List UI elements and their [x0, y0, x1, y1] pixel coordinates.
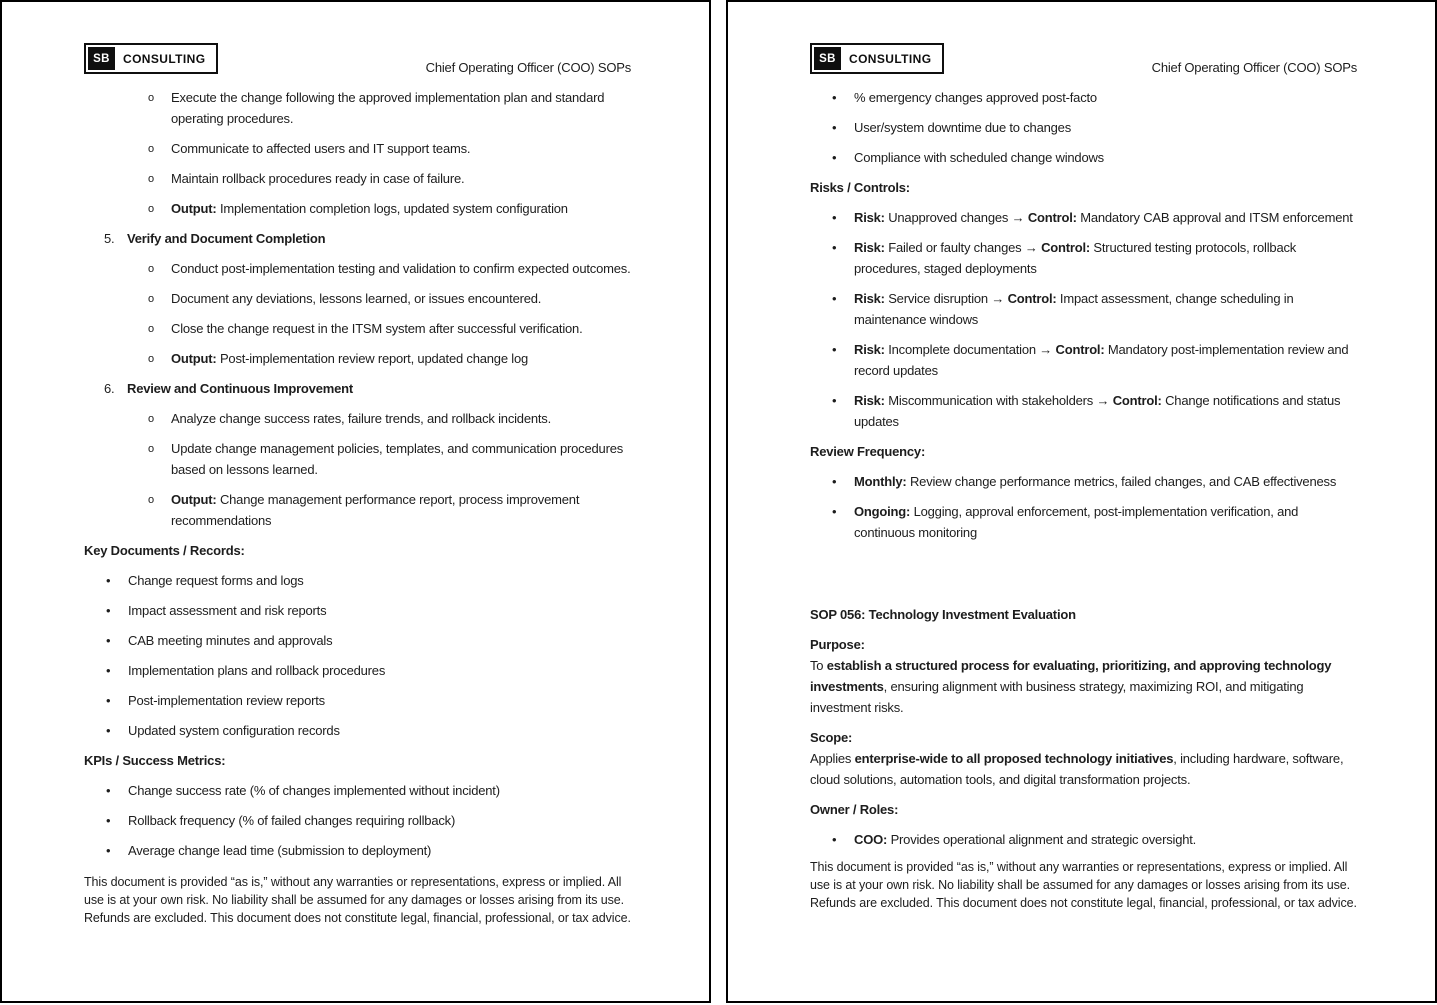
text: Post-implementation review report, updated change log [216, 351, 529, 366]
list-item-text [128, 693, 325, 708]
page-header [810, 43, 1357, 74]
list-item-text [128, 723, 340, 738]
list-item [84, 570, 631, 591]
disc-bullet-marker: • [106, 783, 111, 798]
text: This document is provided “as is,” without any warranties or representations, express or implied. All use is at your own risk. No liability shall be assumed for any damages or losses arising from its use. Refunds are excluded. This document does not constitute legal, financial, professional, or tax advice. [84, 875, 631, 925]
text: Incomplete documentation → [884, 342, 1056, 357]
bold-text: SOP 056: Technology Investment Evaluation [810, 607, 1076, 622]
logo-consulting-text: CONSULTING [849, 51, 932, 66]
disc-bullet-marker: • [106, 843, 111, 858]
bold-text: establish a structured process for evaluating, prioritizing, and approving technology investments [810, 658, 1332, 694]
list-item [84, 600, 631, 621]
disc-bullet-marker: • [832, 832, 837, 847]
labeled-paragraph [810, 727, 1357, 790]
list-item [84, 780, 631, 801]
disc-bullet-marker: • [832, 90, 837, 105]
list-item-text [854, 393, 1340, 429]
circle-bullet-marker: o [148, 92, 154, 104]
bold-text: Control: [1112, 393, 1162, 408]
circle-bullet-marker: o [148, 323, 154, 335]
bold-text: Output: [171, 492, 217, 507]
list-item [810, 829, 1357, 850]
text: Communicate to affected users and IT support teams. [171, 141, 471, 156]
bullet-list [810, 829, 1357, 850]
list-item-text [128, 783, 500, 798]
list-item-text [171, 261, 630, 276]
text: Applies [810, 751, 855, 766]
bold-text: Key Documents / Records: [84, 543, 245, 558]
disc-bullet-marker: • [832, 240, 837, 255]
disc-bullet-marker: • [832, 120, 837, 135]
bullet-list [84, 780, 631, 861]
page-left [0, 0, 711, 1003]
text: Service disruption → [884, 291, 1008, 306]
list-item-text [171, 90, 604, 126]
list-item-text [128, 843, 431, 858]
disc-bullet-marker: • [832, 291, 837, 306]
list-item-text [854, 504, 1298, 540]
list-item [810, 207, 1357, 228]
section-heading [810, 799, 1357, 820]
bold-text: Control: [1041, 240, 1091, 255]
circle-bullet-marker: o [148, 143, 154, 155]
page-right [726, 0, 1437, 1003]
bold-text: Monthly: [854, 474, 907, 489]
text: Compliance with scheduled change windows [854, 150, 1104, 165]
text: Maintain rollback procedures ready in case of failure. [171, 171, 465, 186]
page-header [84, 43, 631, 74]
text: Impact assessment and risk reports [128, 603, 327, 618]
text: Change management performance report, process improvement recommendations [171, 492, 580, 528]
bold-text: Risk: [854, 393, 885, 408]
paragraph-body [810, 655, 1357, 718]
list-item [84, 690, 631, 711]
text: Document any deviations, lessons learned, or issues encountered. [171, 291, 542, 306]
list-item [810, 339, 1357, 381]
page-right-content [810, 87, 1357, 912]
list-item-text [854, 474, 1336, 489]
bold-text: Review Frequency: [810, 444, 926, 459]
paragraph-body [810, 748, 1357, 790]
text: Impact assessment, change scheduling in maintenance windows [854, 291, 1294, 327]
text: User/system downtime due to changes [854, 120, 1071, 135]
text: Provides operational alignment and strategic oversight. [887, 832, 1197, 847]
list-number: 6. [104, 381, 115, 396]
disclaimer-text [84, 874, 631, 927]
list-item-text [854, 342, 1348, 378]
disc-bullet-marker: • [832, 210, 837, 225]
disclaimer-text [810, 859, 1357, 912]
disc-bullet-marker: • [832, 393, 837, 408]
list-item [84, 258, 631, 279]
list-item-text [128, 813, 455, 828]
bold-text: KPIs / Success Metrics: [84, 753, 226, 768]
text: Updated system configuration records [128, 723, 340, 738]
bold-text: COO: [854, 832, 888, 847]
bold-text: Risk: [854, 342, 885, 357]
vertical-spacer [810, 552, 1357, 604]
bold-text: Owner / Roles: [810, 802, 899, 817]
bold-text: Control: [1007, 291, 1057, 306]
company-logo [810, 43, 944, 74]
bold-text: Ongoing: [854, 504, 911, 519]
circle-bullet-marker: o [148, 353, 154, 365]
document-title: Chief Operating Officer (COO) SOPs [425, 60, 631, 75]
text: Change notifications and status updates [854, 393, 1341, 429]
numbered-item [84, 378, 631, 399]
bullet-list [84, 408, 631, 531]
text: Miscommunication with stakeholders → [884, 393, 1113, 408]
numbered-item-title [127, 231, 325, 246]
text: This document is provided “as is,” without any warranties or representations, express or implied. All use is at your own risk. No liability shall be assumed for any damages or losses arising from its use. Refunds are excluded. This document does not constitute legal, financial, professional, or tax advice. [810, 860, 1357, 910]
text: Average change lead time (submission to deployment) [128, 843, 432, 858]
section-heading [810, 441, 1357, 462]
disc-bullet-marker: • [106, 663, 111, 678]
bold-text: Output: [171, 351, 217, 366]
list-item-text [171, 492, 579, 528]
numbered-item [84, 228, 631, 249]
text: Rollback frequency (% of failed changes requiring rollback) [128, 813, 456, 828]
section-heading [810, 177, 1357, 198]
list-item [810, 87, 1357, 108]
list-item-text [171, 141, 470, 156]
list-item-text [854, 240, 1296, 276]
bold-text: enterprise-wide to all proposed technology initiatives [854, 751, 1174, 766]
text: Failed or faulty changes → [884, 240, 1042, 255]
text: Update change management policies, templates, and communication procedures based on lessons learned. [171, 441, 624, 477]
list-item [84, 318, 631, 339]
list-item [810, 117, 1357, 138]
text: Close the change request in the ITSM system after successful verification. [171, 321, 583, 336]
list-item [84, 168, 631, 189]
text: Change success rate (% of changes implemented without incident) [128, 783, 500, 798]
disc-bullet-marker: • [106, 693, 111, 708]
labeled-paragraph [810, 634, 1357, 718]
list-item [84, 660, 631, 681]
list-item [810, 390, 1357, 432]
bold-text: Risks / Controls: [810, 180, 910, 195]
circle-bullet-marker: o [148, 443, 154, 455]
section-heading [84, 540, 631, 561]
logo-sb-mark: SB [88, 47, 115, 70]
paragraph-label: Purpose: [810, 637, 865, 652]
text: CAB meeting minutes and approvals [128, 633, 333, 648]
circle-bullet-marker: o [148, 173, 154, 185]
text: Execute the change following the approved implementation plan and standard operating procedures. [171, 90, 605, 126]
bold-text: Risk: [854, 210, 885, 225]
text: Logging, approval enforcement, post-implementation verification, and continuous monitoring [854, 504, 1299, 540]
list-item-text [854, 90, 1097, 105]
list-item [810, 147, 1357, 168]
disc-bullet-marker: • [832, 504, 837, 519]
list-item-text [854, 832, 1196, 847]
text: Review change performance metrics, failed changes, and CAB effectiveness [906, 474, 1337, 489]
disc-bullet-marker: • [832, 342, 837, 357]
list-item-text [128, 633, 332, 648]
list-item-text [171, 201, 568, 216]
text: , including hardware, software, cloud solutions, automation tools, and digital transformation projects. [810, 751, 1344, 787]
text: Unapproved changes → [884, 210, 1028, 225]
list-item [84, 840, 631, 861]
bold-text: Risk: [854, 291, 885, 306]
list-item-text [854, 150, 1104, 165]
text: Analyze change success rates, failure trends, and rollback incidents. [171, 411, 552, 426]
circle-bullet-marker: o [148, 494, 154, 506]
list-item-text [171, 321, 583, 336]
list-item [84, 408, 631, 429]
list-item-text [128, 573, 304, 588]
disc-bullet-marker: • [106, 573, 111, 588]
list-item [84, 87, 631, 129]
bold-text: Control: [1055, 342, 1105, 357]
bold-text: Control: [1027, 210, 1077, 225]
list-item [810, 288, 1357, 330]
list-item-text [128, 603, 326, 618]
list-item [810, 237, 1357, 279]
bullet-list [810, 471, 1357, 543]
disc-bullet-marker: • [106, 813, 111, 828]
list-item [84, 348, 631, 369]
text: Post-implementation review reports [128, 693, 325, 708]
list-item [84, 720, 631, 741]
bold-text: Output: [171, 201, 217, 216]
list-item-text [171, 351, 528, 366]
disc-bullet-marker: • [832, 150, 837, 165]
document-title: Chief Operating Officer (COO) SOPs [1151, 60, 1357, 75]
disc-bullet-marker: • [106, 603, 111, 618]
circle-bullet-marker: o [148, 263, 154, 275]
bullet-list [84, 258, 631, 369]
text: To [810, 658, 827, 673]
circle-bullet-marker: o [148, 293, 154, 305]
list-item-text [171, 441, 623, 477]
bold-text: Review and Continuous Improvement [127, 381, 353, 396]
list-item-text [854, 210, 1353, 225]
list-item [84, 138, 631, 159]
list-number: 5. [104, 231, 115, 246]
list-item-text [854, 120, 1071, 135]
text: % emergency changes approved post-facto [854, 90, 1097, 105]
list-item [84, 489, 631, 531]
list-item [84, 198, 631, 219]
bullet-list [84, 87, 631, 219]
section-heading [810, 604, 1357, 625]
circle-bullet-marker: o [148, 413, 154, 425]
bullet-list [810, 207, 1357, 432]
page-left-content [84, 87, 631, 927]
bullet-list [84, 570, 631, 741]
text: , ensuring alignment with business strategy, maximizing ROI, and mitigating investment risks. [810, 679, 1304, 715]
text: Conduct post-implementation testing and validation to confirm expected outcomes. [171, 261, 631, 276]
list-item-text [171, 171, 464, 186]
section-heading [84, 750, 631, 771]
list-item [84, 630, 631, 651]
disc-bullet-marker: • [106, 633, 111, 648]
list-item-text [171, 291, 541, 306]
list-item [84, 438, 631, 480]
bold-text: Verify and Document Completion [127, 231, 326, 246]
list-item [84, 810, 631, 831]
text: Structured testing protocols, rollback procedures, staged deployments [854, 240, 1297, 276]
bold-text: Risk: [854, 240, 885, 255]
list-item-text [171, 411, 551, 426]
list-item [84, 288, 631, 309]
list-item [810, 501, 1357, 543]
company-logo [84, 43, 218, 74]
text: Change request forms and logs [128, 573, 304, 588]
text: Mandatory post-implementation review and record updates [854, 342, 1349, 378]
logo-consulting-text: CONSULTING [123, 51, 206, 66]
list-item-text [854, 291, 1294, 327]
text: Implementation plans and rollback procedures [128, 663, 386, 678]
bullet-list [810, 87, 1357, 168]
text: Mandatory CAB approval and ITSM enforcement [1076, 210, 1353, 225]
disc-bullet-marker: • [106, 723, 111, 738]
text: Implementation completion logs, updated system configuration [216, 201, 568, 216]
list-item-text [128, 663, 385, 678]
disc-bullet-marker: • [832, 474, 837, 489]
numbered-item-title [127, 381, 353, 396]
paragraph-label: Scope: [810, 730, 853, 745]
list-item [810, 471, 1357, 492]
circle-bullet-marker: o [148, 203, 154, 215]
logo-sb-mark: SB [814, 47, 841, 70]
